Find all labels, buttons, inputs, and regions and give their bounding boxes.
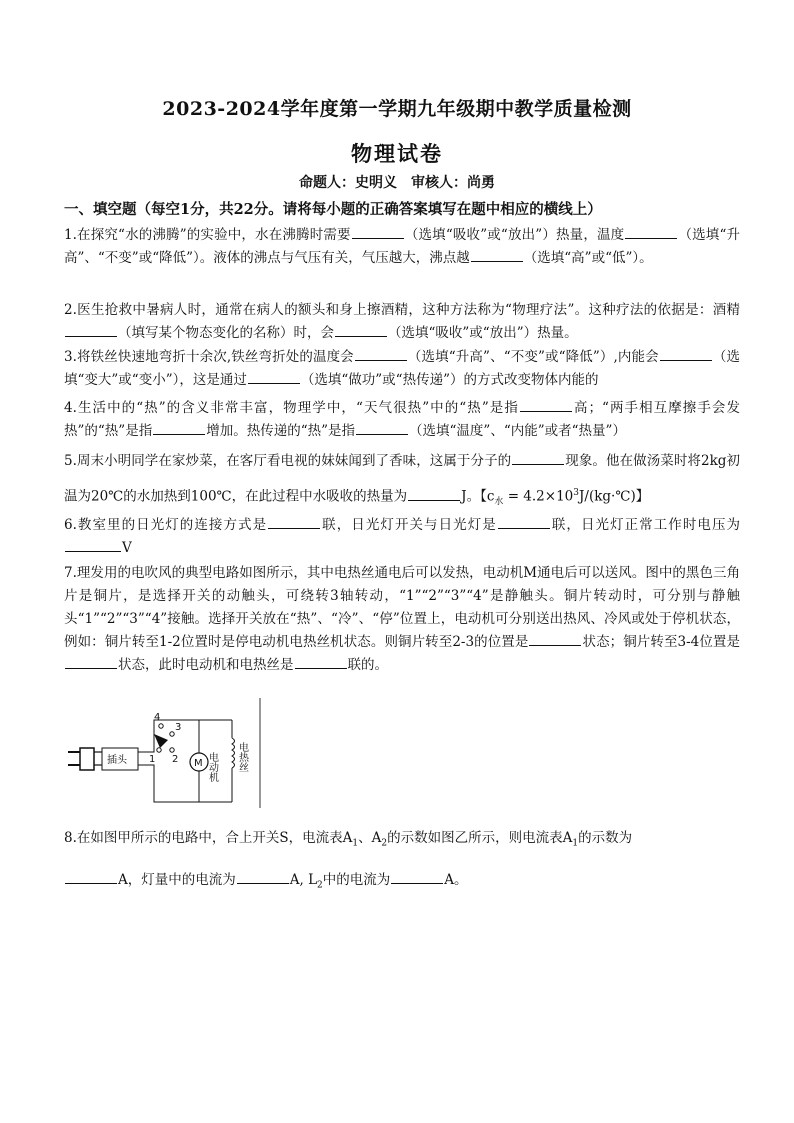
subscript: 1 xyxy=(572,838,579,849)
question-text: J。【c xyxy=(461,488,495,505)
answer-blank[interactable] xyxy=(65,537,121,552)
question-text: 联，日光灯正常工作时电压为 xyxy=(550,517,740,533)
answer-blank[interactable] xyxy=(335,322,387,337)
hair-dryer-circuit-diagram xyxy=(64,690,264,810)
question-4 xyxy=(64,397,740,443)
heater-label: 电热丝 xyxy=(236,742,248,772)
motor-symbol: M xyxy=(194,758,203,769)
exam-authors: 命题人：史明义 审核人：尚勇 xyxy=(299,175,495,191)
question-text: （选填“做功”或“热传递”）的方式改变物体内能的 xyxy=(300,372,599,388)
question-text: 的示数如图乙所示，则电流表A xyxy=(387,830,573,846)
answer-blank[interactable] xyxy=(512,450,564,465)
question-text: 现象。他在做汤菜时将2kg初温为20℃的水加热到100℃，在此过程中水吸收的热量为 xyxy=(64,453,740,505)
question-text: 高；“两手相互摩擦手会发热”的“热”是指 xyxy=(64,400,740,439)
contact-3-label: 3 xyxy=(175,722,182,733)
question-text: 中的电流为 xyxy=(322,871,391,888)
question-text: （选填“吸收”或“放出”）热量，温度 xyxy=(404,227,625,243)
question-text: 3.将铁丝快速地弯折十余次,铁丝弯折处的温度会 xyxy=(64,349,354,365)
question-8 xyxy=(64,820,740,903)
question-text: （选填“升高”、“不变”或“降低”）,内能会 xyxy=(407,349,659,365)
question-text: 7.理发用的电吹风的典型电路如图所示，其中电热丝通电后可以发热，电动机M通电后可以送风。图中的黑色三角片是铜片，是选择开关的动触头，可绕转3轴转动，“1”“2”“3”“4”是静触头。铜片转动时，可分别与静触头“1”“2”“3”“4”接触。选择开关放在“热”、“冷”、“停”位置上，电动机可分别送出热风、冷风或处于停机状态，例如：铜片转至1-2位置时是停电动机电热丝机状态。则铜片转至2-3的位置是 xyxy=(64,565,740,650)
subscript: 水 xyxy=(494,497,504,508)
question-5 xyxy=(64,445,740,518)
answer-blank[interactable] xyxy=(248,369,300,384)
subscript: 1 xyxy=(352,838,359,849)
plug-label: 插头 xyxy=(107,755,127,766)
question-text: 状态，此时电动机和电热丝是 xyxy=(118,657,294,673)
answer-blank[interactable] xyxy=(660,346,712,361)
subscript: 2 xyxy=(317,880,323,891)
answer-blank[interactable] xyxy=(153,420,205,435)
answer-blank[interactable] xyxy=(520,397,572,412)
answer-blank[interactable] xyxy=(625,224,677,239)
question-2 xyxy=(64,299,740,345)
question-text: 的示数为 xyxy=(578,830,633,846)
question-text: = 4.2×10 xyxy=(503,488,574,505)
question-text: 联的。 xyxy=(347,657,388,673)
question-text: 联，日光灯开关与日光灯是 xyxy=(321,517,497,533)
answer-blank[interactable] xyxy=(295,654,347,669)
question-text: 5.周末小明同学在家炒菜，在客厅看电视的妹妹闻到了香味，这属于分子的 xyxy=(64,453,512,469)
superscript: 3 xyxy=(573,488,579,498)
answer-blank[interactable] xyxy=(65,869,117,884)
question-text: A，灯量中的电流为 xyxy=(118,871,236,888)
question-1 xyxy=(64,224,740,270)
copper-switch-icon xyxy=(154,734,168,748)
section-heading: 一、填空题（每空1分，共22分。请将每小题的正确答案填写在题中相应的横线上） xyxy=(64,201,602,218)
question-text: 4.生活中的“热”的含义非常丰富，物理学中，“天气很热”中的“热”是指 xyxy=(64,400,519,416)
exam-title: 2023-2024学年度第一学期九年级期中教学质量检测 xyxy=(162,98,632,120)
question-text: 6.教室里的日光灯的连接方式是 xyxy=(64,517,268,533)
contact-4-label: 4 xyxy=(154,712,161,723)
question-text: 状态；铜片转至3-4位置是 xyxy=(582,634,740,650)
question-text: A。 xyxy=(444,871,468,888)
answer-blank[interactable] xyxy=(391,869,443,884)
question-text: （选填“吸收”或“放出”）热量。 xyxy=(388,325,578,341)
question-text: 、A xyxy=(358,830,382,846)
question-text: 2.医生抢救中暑病人时，通常在病人的额头和身上擦酒精，这种方法称为“物理疗法”。这种疗法的依据是：酒精 xyxy=(64,302,740,318)
motor-label: 电动机 xyxy=(206,752,218,782)
question-text: V xyxy=(122,540,132,556)
question-text: （选填“变大”或“变小”），这是通过 xyxy=(64,349,741,388)
answer-blank[interactable] xyxy=(529,631,581,646)
question-text: （选填“温度”、“内能”或者“热量”） xyxy=(409,423,626,439)
answer-blank[interactable] xyxy=(65,654,117,669)
question-6 xyxy=(64,514,740,560)
answer-blank[interactable] xyxy=(356,420,408,435)
answer-blank[interactable] xyxy=(268,514,320,529)
answer-blank[interactable] xyxy=(65,322,117,337)
exam-subtitle: 物理试卷 xyxy=(351,141,443,166)
question-text: A, L xyxy=(289,871,318,888)
question-text: （选填“高”或“低”）。 xyxy=(523,250,653,266)
question-text: 1.在探究“水的沸腾”的实验中，水在沸腾时需要 xyxy=(64,227,351,243)
answer-blank[interactable] xyxy=(471,247,523,262)
question-3 xyxy=(64,346,740,392)
answer-blank[interactable] xyxy=(352,224,404,239)
question-text: 8.在如图甲所示的电路中，合上开关S，电流表A xyxy=(64,830,353,846)
answer-blank[interactable] xyxy=(237,869,289,884)
answer-blank[interactable] xyxy=(408,486,460,501)
plug-icon xyxy=(68,748,102,770)
question-7 xyxy=(64,562,740,677)
question-text: （填写某个物态变化的名称）时，会 xyxy=(118,325,334,341)
answer-blank[interactable] xyxy=(498,514,550,529)
heater-coil-icon xyxy=(232,738,235,768)
contact-2-label: 2 xyxy=(172,754,179,765)
contact-1-label: 1 xyxy=(149,754,156,765)
answer-blank[interactable] xyxy=(355,346,407,361)
question-text: J/(kg·℃)】 xyxy=(579,488,650,505)
question-text: 增加。热传递的“热”是指 xyxy=(206,423,356,439)
question-text: （选填“升高”、“不变”或“降低”）。液体的沸点与气压有关，气压越大，沸点越 xyxy=(64,227,741,266)
subscript: 2 xyxy=(381,838,388,849)
